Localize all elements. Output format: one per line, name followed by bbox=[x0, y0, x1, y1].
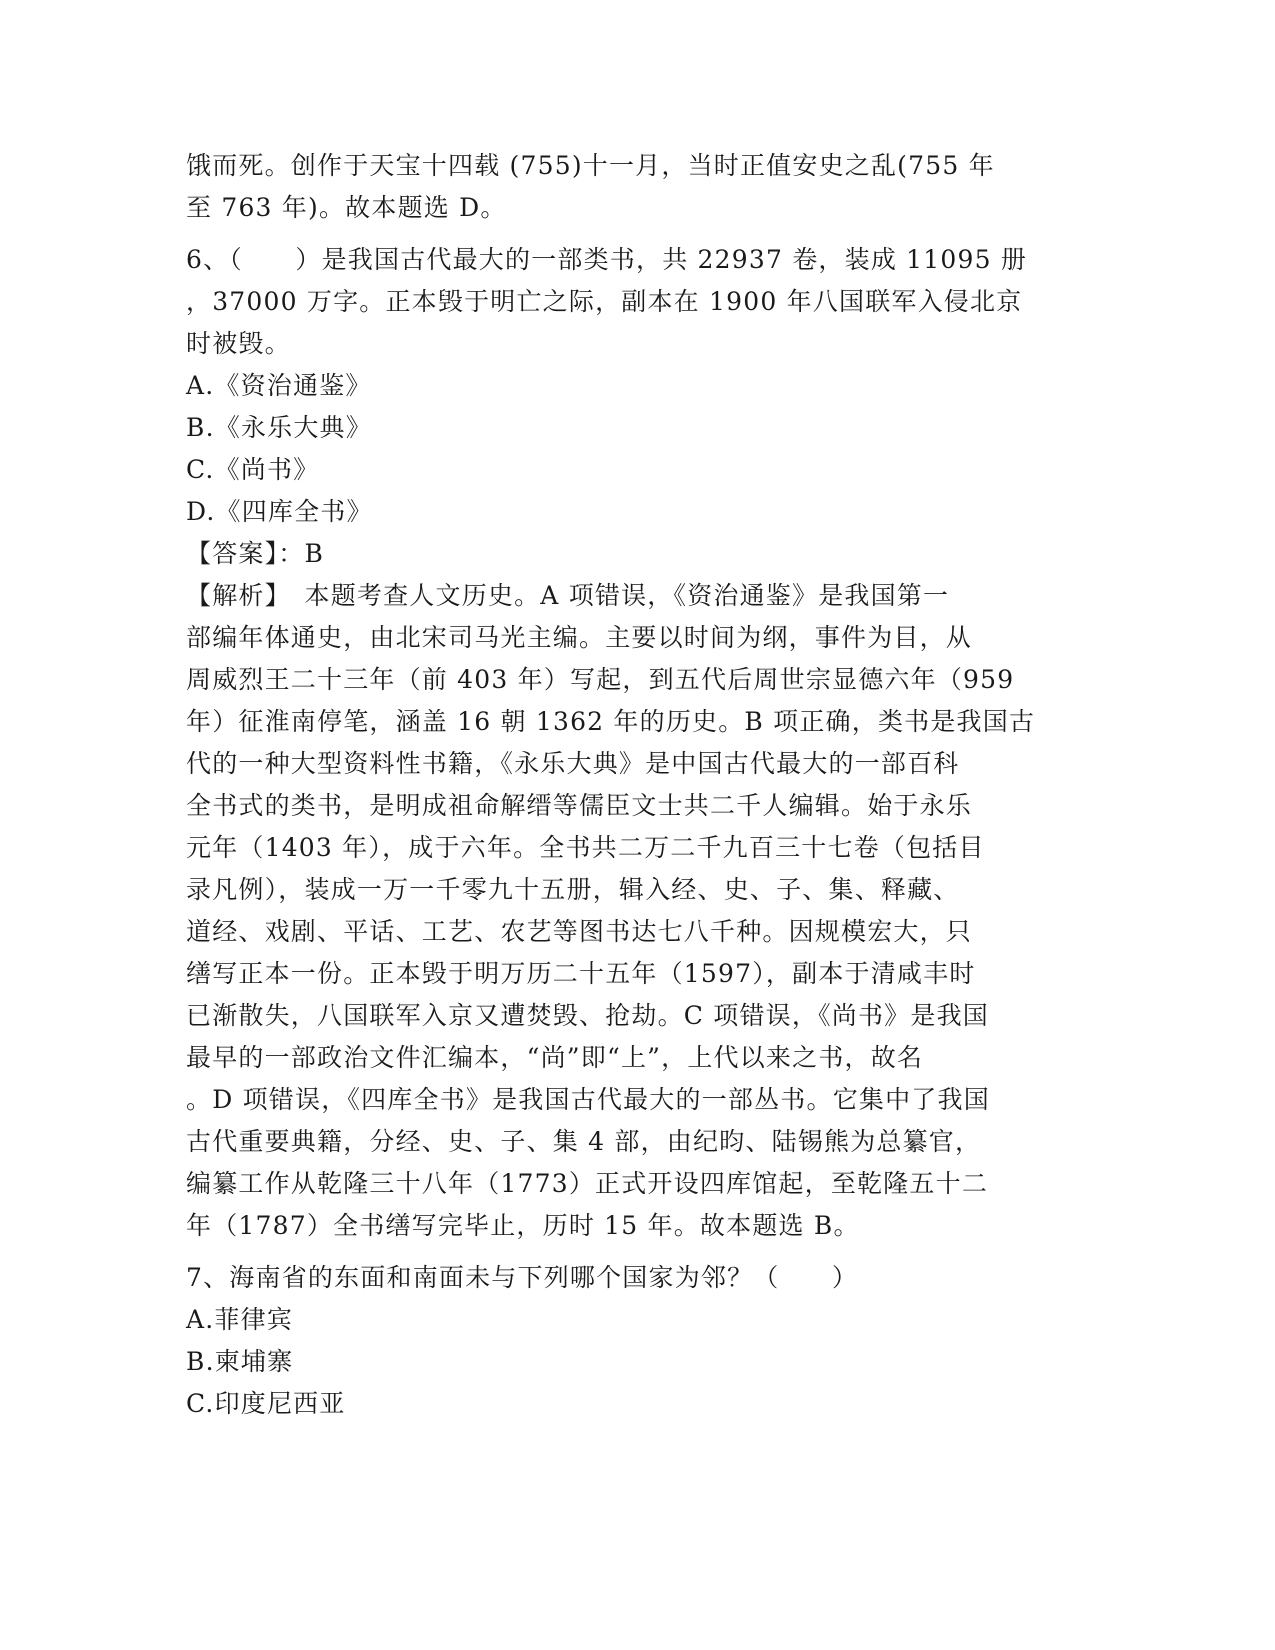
analysis-block bbox=[186, 575, 1086, 1247]
question-7-stem: 7、海南省的东面和南面未与下列哪个国家为邻？（ ） bbox=[186, 1263, 859, 1292]
analysis-line: 部编年体通史，由北宋司马光主编。主要以时间为纲，事件为目，从 bbox=[186, 623, 973, 652]
option-d: D.《四库全书》 bbox=[186, 497, 373, 526]
analysis-line: 已渐散失，八国联军入京又遭焚毁、抢劫。C 项错误，《尚书》是我国 bbox=[186, 1001, 989, 1030]
question-6 bbox=[186, 239, 1086, 1247]
analysis-line: 代的一种大型资料性书籍，《永乐大典》是中国古代最大的一部百科 bbox=[186, 749, 960, 778]
question-6-stem bbox=[186, 239, 1086, 365]
analysis-line: 周威烈王二十三年（前 403 年）写起，到五代后周世宗显德六年（959 bbox=[186, 665, 1015, 694]
analysis-line: 编纂工作从乾隆三十八年（1773）正式开设四库馆起，至乾隆五十二 bbox=[186, 1169, 989, 1198]
answer-line: 【答案】：B bbox=[186, 539, 325, 568]
analysis-line: 道经、戏剧、平话、工艺、农艺等图书达七八千种。因规模宏大，只 bbox=[186, 917, 973, 946]
analysis-line: 年）征淮南停笔，涵盖 16 朝 1362 年的历史。B 项正确，类书是我国古 bbox=[186, 707, 1036, 736]
analysis-line: 全书式的类书，是明成祖命解缙等儒臣文士共二千人编辑。始于永乐 bbox=[186, 791, 973, 820]
analysis-line: 元年（1403 年），成于六年。全书共二万二千九百三十七卷（包括目 bbox=[186, 833, 985, 862]
page-content bbox=[186, 145, 1086, 1425]
option-c: C.《尚书》 bbox=[186, 455, 320, 484]
question-7 bbox=[186, 1257, 1086, 1425]
analysis-line: 录凡例），装成一万一千零九十五册，辑入经、史、子、集、释藏、 bbox=[186, 875, 960, 904]
option-a: A.菲律宾 bbox=[186, 1305, 294, 1334]
question-6-options bbox=[186, 365, 1086, 533]
analysis-line: 古代重要典籍，分经、史、子、集 4 部，由纪昀、陆锡熊为总纂官， bbox=[186, 1127, 982, 1156]
text-line: ，37000 万字。正本毁于明亡之际，副本在 1900 年八国联军入侵北京 bbox=[186, 287, 1023, 316]
option-b: B.柬埔寨 bbox=[186, 1347, 294, 1376]
previous-analysis-continuation bbox=[186, 145, 1086, 229]
analysis-line: 【解析】 本题考查人文历史。A 项错误，《资治通鉴》是我国第一 bbox=[186, 581, 950, 610]
analysis-line: 缮写正本一份。正本毁于明万历二十五年（1597），副本于清咸丰时 bbox=[186, 959, 976, 988]
text-line: 至 763 年)。故本题选 D。 bbox=[186, 193, 507, 222]
text-line: 6、（ ）是我国古代最大的一部类书，共 22937 卷，装成 11095 册 bbox=[186, 245, 1028, 274]
option-b: B.《永乐大典》 bbox=[186, 413, 372, 442]
text-line: 饿而死。创作于天宝十四载 (755)十一月，当时正值安史之乱(755 年 bbox=[186, 151, 995, 180]
text-line: 时被毁。 bbox=[186, 329, 291, 358]
analysis-line: 最早的一部政治文件汇编本，“尚”即“上”，上代以来之书，故名 bbox=[186, 1043, 924, 1072]
option-a: A.《资治通鉴》 bbox=[186, 371, 372, 400]
question-7-options bbox=[186, 1299, 1086, 1425]
option-c: C.印度尼西亚 bbox=[186, 1389, 346, 1418]
analysis-line: 年（1787）全书缮写完毕止，历时 15 年。故本题选 B。 bbox=[186, 1211, 860, 1240]
analysis-line: 。D 项错误，《四库全书》是我国古代最大的一部丛书。它集中了我国 bbox=[186, 1085, 990, 1114]
